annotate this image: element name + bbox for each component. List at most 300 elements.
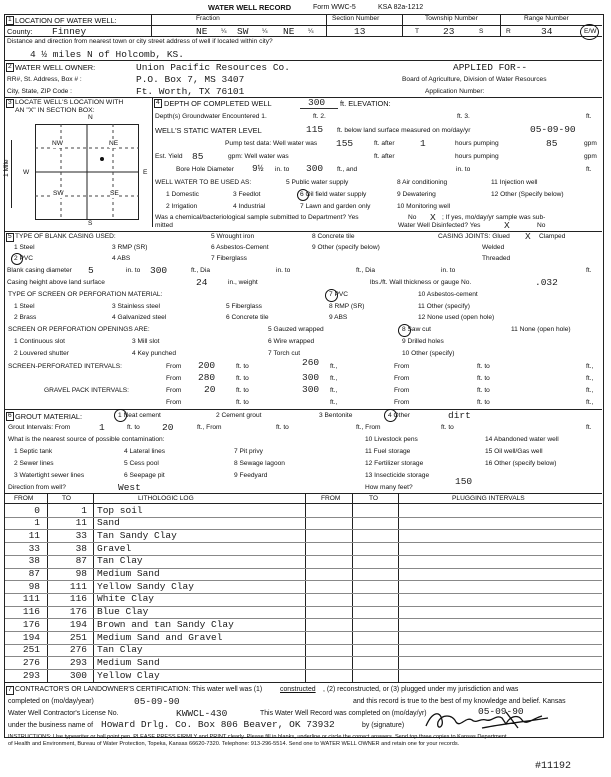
- groundwater-2-label: ft. 2.: [313, 113, 326, 120]
- spi2b-to-label: ft. to: [477, 375, 490, 382]
- est-yield-value: 85: [192, 151, 204, 162]
- section-3-label-line1: LOCATE WELL'S LOCATION WITH: [15, 99, 124, 106]
- use-oil-field-circle: [297, 189, 309, 201]
- opening-key-punched: 4 Key punched: [132, 350, 176, 357]
- grout-to-label: ft. to: [127, 424, 140, 431]
- casing-steel: 1 Steel: [14, 244, 35, 251]
- spi2b-from-label: From: [394, 375, 410, 382]
- section-6-number: 6: [8, 412, 12, 419]
- static-level-value: 115: [306, 124, 324, 135]
- log-description: Tan Clay: [97, 644, 143, 656]
- groundwater-end: ft.: [586, 113, 592, 120]
- casing-height-value: 24: [196, 277, 208, 288]
- range-r-label: R: [506, 28, 511, 35]
- section-7-number: 7: [8, 686, 12, 693]
- casing-welded: Welded: [482, 244, 505, 251]
- screen-pvc: 7 PVC: [329, 291, 349, 298]
- casing-pvc: 2 PVC: [14, 255, 34, 262]
- gp1-to-value: 300: [302, 384, 320, 395]
- spi2b-ft-label: ft.,: [586, 375, 594, 382]
- grout-neat-cement: 1 Neat cement: [118, 412, 161, 419]
- plug-to-header: TO: [369, 495, 379, 502]
- mile-label: 1 Mile: [3, 159, 10, 177]
- grout-material-label: GROUT MATERIAL:: [15, 412, 83, 421]
- log-description: Blue Clay: [97, 606, 149, 618]
- city-value: Ft. Worth, TX 76101: [136, 86, 245, 97]
- log-from: 0: [34, 504, 40, 516]
- use-air-conditioning: 8 Air conditioning: [397, 179, 448, 186]
- casing-fiberglass: 7 Fiberglass: [211, 255, 247, 262]
- row-line: [5, 555, 602, 556]
- pump-gpm-value: 85: [546, 138, 558, 149]
- log-from: 194: [22, 631, 40, 643]
- contam-pit-privy: 7 Pit privy: [234, 448, 263, 455]
- log-description: Yellow Clay: [97, 669, 160, 681]
- range-ew-circle: [580, 24, 599, 40]
- distance-value: 4 ½ miles N of Holcomb, KS.: [30, 49, 184, 60]
- log-from: 176: [22, 618, 40, 630]
- log-from: 33: [28, 542, 40, 554]
- grout-neat-cement-circle: [114, 409, 127, 422]
- opening-continuous: 1 Continuous slot: [14, 338, 65, 345]
- screen-steel: 1 Steel: [14, 303, 35, 310]
- log-to-header: TO: [62, 495, 72, 502]
- casing-other: 9 Other (specify below): [312, 244, 380, 251]
- form-title: WATER WELL RECORD: [208, 3, 292, 12]
- screen-brass: 2 Brass: [14, 314, 37, 321]
- divider: [151, 14, 152, 36]
- casing-diameter-dia-2: ft., Dia: [356, 267, 376, 274]
- casing-abs: 4 ABS: [112, 255, 131, 262]
- depth-value: 300: [308, 97, 326, 108]
- gp1-from-value: 20: [204, 384, 216, 395]
- chem-sample-text: ; If yes, mo/day/yr sample was sub-: [442, 214, 546, 221]
- gp2b-from-label: From: [394, 399, 410, 406]
- openings-label: SCREEN OR PERFORATION OPENINGS ARE:: [8, 326, 150, 333]
- log-to: 300: [69, 669, 87, 681]
- log-to: 194: [69, 618, 87, 630]
- grout-bentonite: 3 Bentonite: [319, 412, 353, 419]
- log-from: 116: [22, 606, 40, 618]
- use-dewatering: 9 Dewatering: [397, 191, 436, 198]
- spi2-to-label: ft. to: [236, 375, 249, 382]
- casing-wall-label: lbs./ft. Wall thickness or gauge No.: [370, 279, 472, 286]
- casing-diameter-in-to-3: in. to: [441, 267, 456, 274]
- casing-rmp: 3 RMP (SR): [112, 244, 148, 251]
- log-description: White Clay: [97, 593, 155, 605]
- bore-hole-ft: ft.: [586, 166, 592, 173]
- ne-label: NE: [109, 140, 119, 147]
- row-line: [5, 618, 602, 619]
- col-line: [305, 493, 306, 682]
- use-industrial: 4 Industrial: [233, 203, 266, 210]
- row-line: [5, 606, 602, 607]
- screen-other: 11 Other (specify): [418, 303, 470, 310]
- divider: [5, 682, 602, 683]
- log-to: 11: [75, 517, 87, 529]
- pump-test-label: Pump test data: Well water was: [225, 140, 318, 147]
- contam-cess: 5 Cess pool: [124, 460, 159, 467]
- static-level-text: ft. below land surface measured on mo/day/yr: [337, 127, 471, 134]
- col-line: [352, 493, 353, 682]
- log-from: 293: [22, 669, 40, 681]
- divider: [5, 97, 602, 98]
- log-from: 38: [28, 555, 40, 567]
- row-line: [5, 656, 602, 657]
- est-after-label: ft. after: [374, 153, 395, 160]
- log-description: Medium Sand: [97, 656, 160, 668]
- screen-pvc-circle: [325, 289, 338, 302]
- contam-insecticide: 13 Insecticide storage: [365, 472, 430, 479]
- grout-to-value: 20: [162, 422, 174, 433]
- casing-diameter-ft: ft.: [586, 267, 592, 274]
- gp1b-to-label: ft. to: [477, 387, 490, 394]
- section-box: [35, 124, 139, 220]
- business-label: under the business name of: [8, 722, 94, 729]
- use-feedlot: 3 Feedlot: [233, 191, 261, 198]
- quarter-mark: ¼: [221, 28, 227, 35]
- casing-type-label: TYPE OF BLANK CASING USED:: [15, 233, 116, 240]
- casing-diameter-value: 5: [88, 265, 94, 276]
- contam-feedyard: 9 Feedyard: [234, 472, 268, 479]
- opening-torch: 7 Torch cut: [268, 350, 301, 357]
- gp2b-ft-label: ft.,: [586, 399, 594, 406]
- divider: [5, 25, 602, 26]
- opening-other: 10 Other (specify): [402, 350, 455, 357]
- contam-sewer: 2 Sewer lines: [14, 460, 54, 467]
- lithologic-log-header: LITHOLOGIC LOG: [138, 495, 194, 502]
- range-value: 34: [541, 26, 553, 37]
- grout-to-3: ft. to: [441, 424, 454, 431]
- log-from: 87: [28, 568, 40, 579]
- business-value: Howard Drlg. Co. Box 806 Beaver, OK 73932: [101, 719, 335, 730]
- direction-value: West: [118, 482, 141, 493]
- log-description: Tan Clay: [97, 555, 143, 567]
- opening-gauzed: 5 Gauzed wrapped: [268, 326, 324, 333]
- document-number: #11192: [535, 761, 572, 772]
- casing-diameter-label: Blank casing diameter: [7, 267, 72, 274]
- grout-ft-end: ft.: [586, 424, 592, 431]
- feet-label: How many feet?: [365, 484, 413, 491]
- divider: [5, 36, 602, 37]
- spi1-to-label: ft. to: [236, 363, 249, 370]
- casing-pvc-circle: [11, 253, 23, 265]
- contam-livestock: 10 Livestock pens: [365, 436, 418, 443]
- row-line: [5, 631, 602, 632]
- spi1-from-label: From: [166, 363, 182, 370]
- use-lawn-garden: 7 Lawn and garden only: [300, 203, 371, 210]
- signature-label: by (signature): [362, 722, 405, 729]
- log-to: 176: [69, 606, 87, 618]
- form-number: Form WWC-5: [313, 4, 356, 11]
- use-irrigation: 2 Irrigation: [166, 203, 198, 210]
- use-oil-field: 6 Oil field water supply: [300, 191, 367, 198]
- log-to: 276: [69, 644, 87, 656]
- city-label: City, State, ZIP Code :: [7, 88, 72, 95]
- grout-cement-grout: 2 Cement grout: [216, 412, 262, 419]
- submitted-label: mitted: [155, 222, 173, 229]
- address-value: P.O. Box 7, MS 3407: [136, 74, 245, 85]
- row-line: [5, 593, 602, 594]
- gp2-from-label: From: [166, 399, 182, 406]
- cert-text-2: , (2) reconstructed, or (3) plugged under my jurisdiction and was: [323, 686, 519, 693]
- opening-saw-cut-circle: [398, 324, 411, 337]
- log-to: 1: [81, 504, 87, 516]
- screen-intervals-label: SCREEN-PERFORATED INTERVALS:: [8, 363, 122, 370]
- section-number-label: Section Number: [332, 15, 380, 22]
- log-to: 38: [75, 542, 87, 554]
- casing-threaded: Threaded: [482, 255, 511, 262]
- east-label: E: [143, 169, 148, 176]
- disinfected-mark: X: [504, 220, 510, 231]
- static-date-value: 05-09-90: [530, 124, 576, 135]
- use-injection-well: 11 Injection well: [491, 179, 538, 186]
- log-from: 276: [22, 656, 40, 668]
- plugging-intervals-header: PLUGGING INTERVALS: [452, 495, 525, 502]
- section-3-label-line2: AN "X" IN SECTION BOX:: [15, 107, 95, 114]
- row-line: [5, 542, 602, 543]
- opening-louvered: 2 Louvered shutter: [14, 350, 69, 357]
- address-label: RR#, St. Address, Box # :: [7, 76, 82, 83]
- grout-other: 4 Other: [388, 412, 410, 419]
- application-number-label: Application Number:: [425, 88, 485, 95]
- fraction-label: Fraction: [196, 15, 220, 22]
- casing-gauge-value: .032: [535, 277, 558, 288]
- use-label: WELL WATER TO BE USED AS:: [155, 179, 252, 186]
- divider: [5, 231, 602, 232]
- bore-hole-end: ft., and: [337, 166, 358, 173]
- section-1-number: 1: [8, 16, 12, 23]
- feet-value: 150: [455, 476, 473, 487]
- section-4-number: 4: [156, 99, 160, 106]
- spi1b-to-label: ft. to: [477, 363, 490, 370]
- grout-from-value: 1: [99, 422, 105, 433]
- log-description: Top soil: [97, 504, 143, 516]
- contam-watertight: 3 Watertight sewer lines: [14, 472, 85, 479]
- row-line: [5, 517, 602, 518]
- est-hours-label: hours pumping: [455, 153, 499, 160]
- casing-diameter-to-value: 300: [150, 265, 168, 276]
- casing-diameter-in-to: in. to: [126, 267, 141, 274]
- divider: [326, 14, 327, 36]
- row-line: [5, 580, 602, 581]
- grout-to-2: ft. to: [276, 424, 289, 431]
- chem-no-label: No: [408, 214, 417, 221]
- signature: [422, 708, 554, 732]
- contam-seepage: 6 Seepage pit: [124, 472, 165, 479]
- log-description: Sand: [97, 517, 120, 529]
- col-line: [398, 493, 399, 682]
- township-value: 23: [443, 26, 455, 37]
- spi1b-ft-label: ft.,: [586, 363, 594, 370]
- use-other: 12 Other (Specify below): [491, 191, 564, 198]
- screen-asbestos: 10 Asbestos-cement: [418, 291, 478, 298]
- screen-rmp: 8 RMP (SR): [329, 303, 365, 310]
- row-line: [5, 529, 602, 530]
- south-label: S: [88, 220, 93, 227]
- bore-hole-in-to-2: in. to: [456, 166, 471, 173]
- spi2-to-value: 300: [302, 372, 320, 383]
- casing-weight-label: in., weight: [228, 279, 258, 286]
- log-from: 1: [34, 517, 40, 529]
- pump-after-label: ft. after: [374, 140, 395, 147]
- casing-clamped: Clamped: [539, 233, 566, 240]
- distance-label: Distance and direction from nearest town or city street address of well if located within city?: [7, 38, 273, 45]
- plug-from-header: FROM: [321, 495, 341, 502]
- contam-other: 16 Other (specify below): [485, 460, 557, 467]
- contam-septic: 1 Septic tank: [14, 448, 53, 455]
- divider: [402, 14, 403, 36]
- spi1-to-value: 260: [302, 357, 320, 368]
- gp1b-from-label: From: [394, 387, 410, 394]
- spi2-from-label: From: [166, 375, 182, 382]
- contam-lagoon: 8 Sewage lagoon: [234, 460, 285, 467]
- use-domestic: 1 Domestic: [166, 191, 199, 198]
- range-ew-label: E/W: [584, 28, 597, 35]
- license-label: Water Well Contractor's License No.: [8, 710, 119, 717]
- quarter-2: SW: [237, 26, 249, 37]
- casing-diameter-in-to-2: in. to: [276, 267, 291, 274]
- spi2-ft-label: ft.,: [330, 375, 338, 382]
- spi1-ft-label: ft.,: [330, 363, 338, 370]
- log-to: 33: [75, 529, 87, 541]
- screen-concrete: 6 Concrete tile: [226, 314, 269, 321]
- log-description: Tan Sandy Clay: [97, 529, 177, 541]
- log-description: Medium Sand and Gravel: [97, 631, 223, 643]
- depth-label: DEPTH OF COMPLETED WELL: [164, 99, 272, 108]
- divider: [5, 493, 602, 494]
- casing-height-label: Casing height above land surface: [7, 279, 105, 286]
- grout-from-3: ft., From: [356, 424, 381, 431]
- instructions-line-1: INSTRUCTIONS: Use typewriter or ball point pen. PLEASE PRESS FIRMLY and PRINT clearly. Please fill in blanks, underline or circle the correct answers. Send top three copies to Kansas Department: [8, 734, 507, 740]
- nw-label: NW: [52, 140, 63, 147]
- col-line: [93, 493, 94, 682]
- divider: [5, 60, 602, 61]
- completed-label: completed on (mo/day/year): [8, 698, 94, 705]
- est-yield-label: Est. Yield: [155, 153, 183, 160]
- sw-label: SW: [53, 190, 64, 197]
- use-monitoring: 10 Monitoring well: [397, 203, 451, 210]
- quarter-mark: ¼: [308, 28, 314, 35]
- log-description: Brown and tan Sandy Clay: [97, 618, 234, 630]
- bore-hole-in-to: in. to: [275, 166, 290, 173]
- section-3-number: 3: [8, 99, 12, 106]
- groundwater-label: Depth(s) Groundwater Encountered 1.: [155, 113, 267, 120]
- screen-type-label: TYPE OF SCREEN OR PERFORATION MATERIAL:: [8, 291, 163, 298]
- log-from: 111: [22, 593, 40, 605]
- screen-stainless: 3 Stainless steel: [112, 303, 161, 310]
- section-1-label: LOCATION OF WATER WELL:: [15, 16, 117, 25]
- township-t-label: T: [415, 28, 420, 35]
- contam-fuel: 11 Fuel storage: [365, 448, 411, 455]
- log-to: 293: [69, 656, 87, 668]
- log-from-header: FROM: [14, 495, 34, 502]
- row-line: [5, 669, 602, 670]
- cert-constructed: constructed: [280, 686, 316, 693]
- gp2-ft-label: ft.,: [330, 399, 338, 406]
- township-s-label: S: [479, 28, 484, 35]
- section-5-number: 5: [8, 233, 12, 240]
- casing-diameter-dia: ft., Dia: [191, 267, 211, 274]
- divider: [152, 97, 153, 227]
- gp1b-ft-label: ft.,: [586, 387, 594, 394]
- range-number-label: Range Number: [524, 15, 569, 22]
- log-to: 87: [75, 555, 87, 567]
- divider: [5, 503, 602, 504]
- record-completed-value: 05-09-90: [478, 706, 524, 717]
- log-to: 111: [69, 580, 87, 592]
- pump-ft-value: 155: [336, 138, 354, 149]
- log-description: Yellow Sandy Clay: [97, 580, 194, 592]
- record-completed-label: This Water Well Record was completed on (mo/day/yr): [260, 710, 427, 717]
- applied-for-value: APPLIED FOR--: [453, 62, 528, 73]
- opening-none: 11 None (open hole): [511, 326, 571, 333]
- grout-intervals-label: Grout Intervals: From: [8, 424, 71, 431]
- grout-other-circle: [384, 409, 397, 422]
- cert-text-1: CONTRACTOR'S OR LANDOWNER'S CERTIFICATION: This water well was (1): [15, 686, 263, 693]
- north-label: N: [88, 114, 93, 121]
- screen-galvanized: 4 Galvanized steel: [112, 314, 167, 321]
- bore-hole-value: 9½: [252, 163, 264, 174]
- spi1b-from-label: From: [394, 363, 410, 370]
- gp1-from-label: From: [166, 387, 182, 394]
- screen-none: 12 None used (open hole): [418, 314, 495, 321]
- divider: [5, 409, 602, 410]
- log-description: Medium Sand: [97, 568, 160, 579]
- log-description: Gravel: [97, 542, 132, 554]
- underline: [300, 108, 338, 109]
- section-2-label: WATER WELL OWNER:: [15, 63, 96, 72]
- est-gpm-label: gpm: [584, 153, 597, 160]
- spi2-from-value: 280: [198, 372, 216, 383]
- license-value: KWWCL-430: [176, 708, 228, 719]
- est-yield-text: gpm: Well water was: [228, 153, 289, 160]
- opening-mill-slot: 3 Mill slot: [132, 338, 160, 345]
- pump-gpm-label: gpm: [584, 140, 597, 147]
- col-line: [47, 493, 48, 682]
- contam-oil-gas: 15 Oil well/Gas well: [485, 448, 543, 455]
- instructions-line-2: of Health and Environment, Bureau of Water Protection, Topeka, Kansas 66620-7320. Telephone: 913-296-5514. Send one to WATER WELL OWNER and retain one for your records.: [8, 741, 460, 747]
- spi1-from-value: 200: [198, 360, 216, 371]
- contam-fertilizer: 12 Fertilizer storage: [365, 460, 424, 467]
- disinfected-label: Water Well Disinfected? Yes: [398, 222, 481, 229]
- quarter-1: NE: [196, 26, 208, 37]
- log-from: 11: [28, 529, 40, 541]
- disinfected-no: No: [537, 222, 546, 229]
- log-to: 116: [69, 593, 87, 605]
- township-number-label: Township Number: [425, 15, 478, 22]
- log-to: 98: [75, 568, 87, 579]
- groundwater-3-label: ft. 3.: [457, 113, 470, 120]
- completed-text: and this record is true to the best of my knowledge and belief. Kansas: [353, 698, 566, 705]
- log-from: 98: [28, 580, 40, 592]
- casing-joints-label: CASING JOINTS: Glued: [438, 233, 510, 240]
- chem-sample-label: Was a chemical/bacteriological sample submitted to Department? Yes: [155, 214, 359, 221]
- quarter-mark: ¼: [262, 28, 268, 35]
- opening-drilled: 9 Drilled holes: [402, 338, 444, 345]
- gp1-ft-label: ft.,: [330, 387, 338, 394]
- contamination-label: What is the nearest source of possible contamination:: [8, 436, 165, 443]
- grout-other-value: dirt: [448, 410, 471, 421]
- use-public-water: 5 Public water supply: [286, 179, 349, 186]
- screen-abs: 9 ABS: [329, 314, 348, 321]
- opening-saw-cut: 8 Saw cut: [402, 326, 431, 333]
- gp2b-to-label: ft. to: [477, 399, 490, 406]
- ksa-reference: KSA 82a-1212: [378, 4, 424, 11]
- opening-wire: 6 Wire wrapped: [268, 338, 315, 345]
- county-value: Finney: [52, 26, 87, 37]
- casing-asbestos: 6 Asbestos-Cement: [211, 244, 269, 251]
